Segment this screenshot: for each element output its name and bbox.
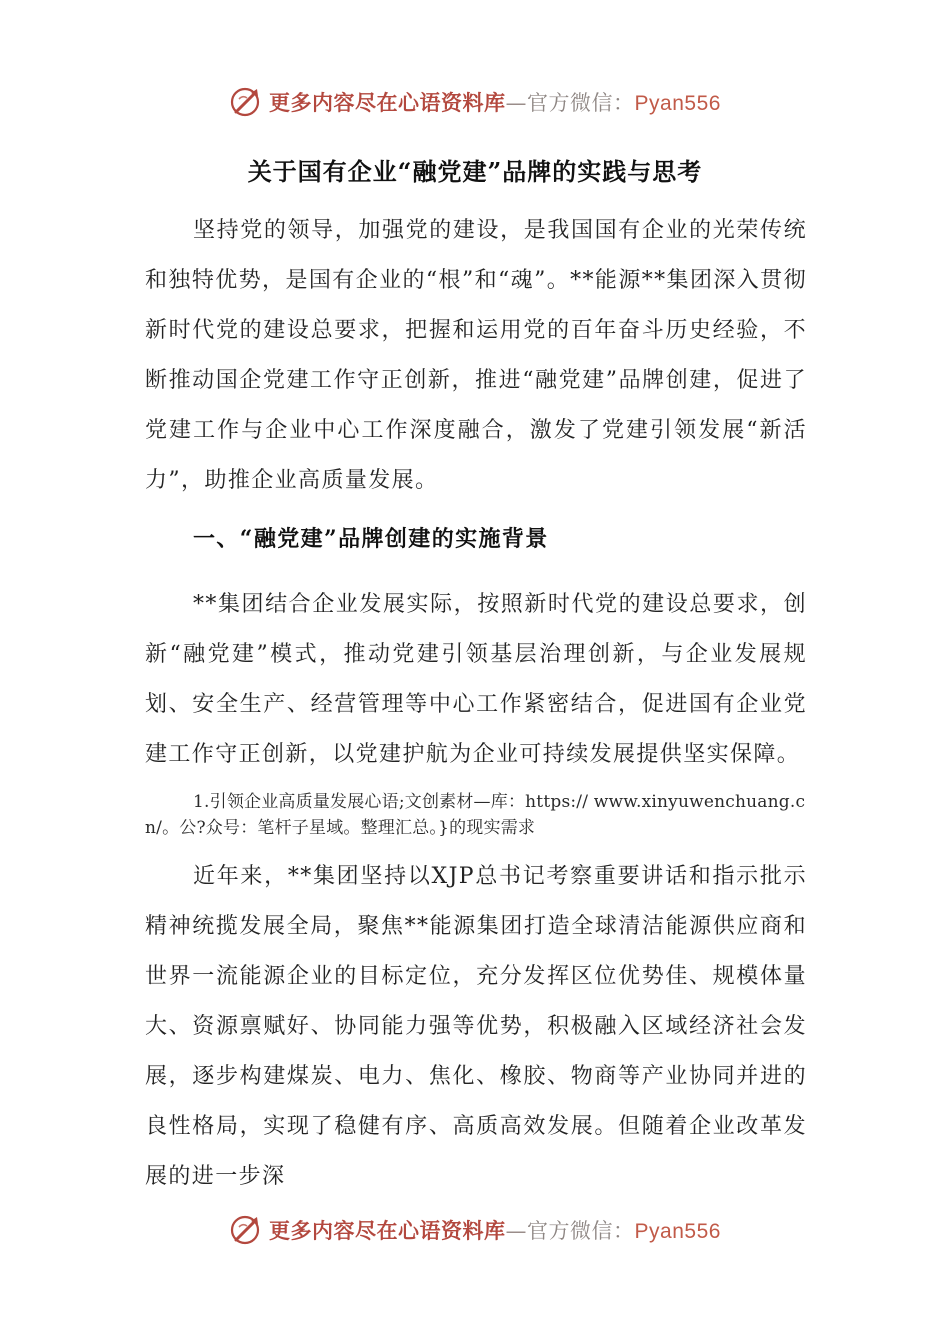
paragraph-intro: 坚持党的领导，加强党的建设，是我国国有企业的光荣传统和独特优势，是国有企业的“根”和“魂”。**能源**集团深入贯彻新时代党的建设总要求，把握和运用党的百年奋斗历史经验，不断推动国企党建工作守正创新，推进“融党建”品牌创建，促进了党建工作与企业中心工作深度融合，激发了党建引领发展“新活力”，助推企业高质量发展。	[145, 218, 807, 493]
pen-logo-icon	[229, 85, 263, 119]
watermark-text	[269, 1215, 721, 1245]
watermark-brand: 更多内容尽在心语资料库	[269, 91, 506, 115]
bottom-watermark-banner	[0, 1210, 950, 1250]
document-title: 关于国有企业“融党建”品牌的实践与思考	[247, 157, 703, 186]
watermark-dash: —	[505, 1219, 528, 1243]
watermark-dash: —	[505, 91, 528, 115]
watermark-wechat-label: 官方微信：	[527, 1219, 635, 1243]
watermark-wechat-label: 官方微信：	[527, 91, 635, 115]
watermark-brand: 更多内容尽在心语资料库	[269, 1219, 506, 1243]
paragraph-section-1: **集团结合企业发展实际，按照新时代党的建设总要求，创新“融党建”模式，推动党建引领基层治理创新，与企业发展规划、安全生产、经营管理等中心工作紧密结合，促进国有企业党建工作守正创新，以党建护航为企业可持续发展提供坚实保障。	[145, 592, 807, 767]
section-heading-1: 一、“融党建”品牌创建的实施背景	[193, 526, 549, 552]
watermark-wechat-id: Pyan556	[634, 92, 721, 115]
watermark-text	[269, 87, 721, 117]
subheading-note: 1.引领企业高质量发展心语;文创素材—库：https:// www.xinyuwenchuang.cn/。公?众号：笔杆子星域。整理汇总。}的现实需求	[145, 792, 806, 838]
pen-logo-icon	[229, 1213, 263, 1247]
paragraph-recent-years: 近年来，**集团坚持以XJP总书记考察重要讲话和指示批示精神统揽发展全局，聚焦**能源集团打造全球清洁能源供应商和世界一流能源企业的目标定位，充分发挥区位优势佳、规模体量大、资源禀赋好、协同能力强等优势，积极融入区域经济社会发展，逐步构建煤炭、电力、焦化、橡胶、物商等产业协同并进的良性格局，实现了稳健有序、高质高效发展。但随着企业改革发展的进一步深	[145, 864, 807, 1189]
watermark-wechat-id: Pyan556	[634, 1220, 721, 1243]
top-watermark-banner	[0, 82, 950, 122]
